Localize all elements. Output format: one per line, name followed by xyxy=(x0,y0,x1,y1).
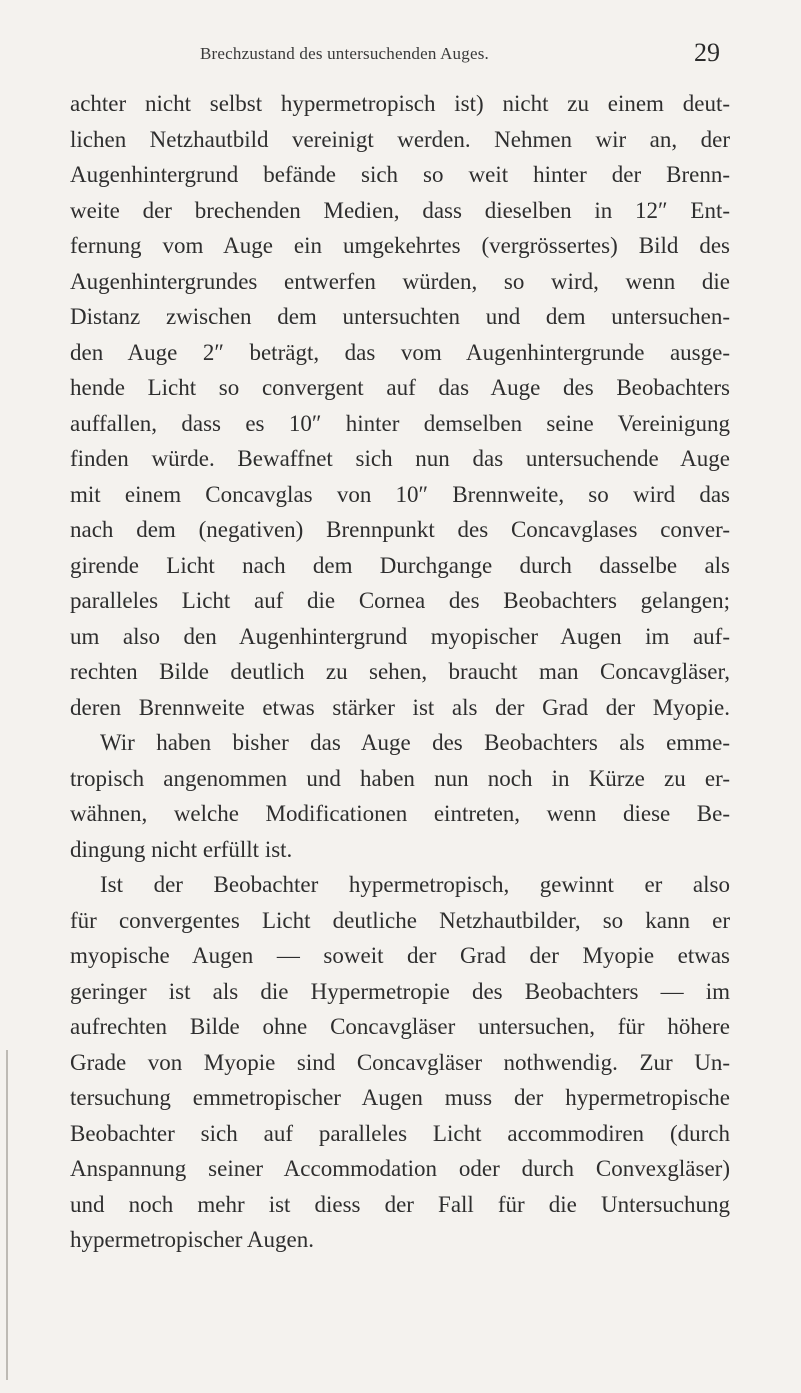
text-line: hypermetropischer Augen. xyxy=(70,1227,314,1252)
text-line: Wir haben bisher das Auge des Beobachters als emme- xyxy=(100,730,730,755)
text-line: dingung nicht erfüllt ist. xyxy=(70,836,293,862)
text-line: Distanz zwischen dem untersuchten und dem untersuchen- xyxy=(70,304,730,329)
text-line: auffallen, dass es 10″ hinter demselben seine Vereinigung xyxy=(70,410,730,436)
text-line: für convergentes Licht deutliche Netzhautbilder, so kann er xyxy=(70,907,730,933)
text-line: fernung vom Auge ein umgekehrtes (vergrössertes) Bild des xyxy=(70,233,730,258)
text-line: Augenhintergrundes entwerfen würden, so wird, wenn die xyxy=(70,268,730,294)
text-line: Beobachter sich auf paralleles Licht accommodiren (durch xyxy=(70,1120,730,1146)
text-line: Grade von Myopie sind Concavgläser nothwendig. Zur Un- xyxy=(70,1049,730,1075)
text-line: den Auge 2″ beträgt, das vom Augenhintergrunde ausge- xyxy=(70,339,730,365)
text-line: Ist der Beobachter hypermetropisch, gewinnt er also xyxy=(100,872,730,897)
text-line: tersuchung emmetropischer Augen muss der hypermetropische xyxy=(70,1085,730,1110)
page-header xyxy=(200,38,720,74)
text-line: girende Licht nach dem Durchgange durch dasselbe als xyxy=(70,552,730,578)
text-line: Anspannung seiner Accommodation oder durch Convexgläser) xyxy=(70,1156,730,1181)
text-line: weite der brechenden Medien, dass dieselben in 12″ Ent- xyxy=(70,197,730,223)
text-line: hende Licht so convergent auf das Auge des Beobachters xyxy=(70,375,730,400)
text-line: mit einem Concavglas von 10″ Brennweite, so wird das xyxy=(70,481,730,507)
text-line: Augenhintergrund befände sich so weit hinter der Brenn- xyxy=(70,162,730,187)
text-line: und noch mehr ist diess der Fall für die Untersuchung xyxy=(70,1191,730,1217)
text-line: geringer ist als die Hypermetropie des Beobachters — im xyxy=(70,978,730,1004)
text-line: tropisch angenommen und haben nun noch in Kürze zu er- xyxy=(70,765,730,791)
text-line: achter nicht selbst hypermetropisch ist) nicht zu einem deut- xyxy=(70,91,730,116)
text-line: myopische Augen — soweit der Grad der Myopie etwas xyxy=(70,943,730,968)
text-line: lichen Netzhautbild vereinigt werden. Nehmen wir an, der xyxy=(70,126,730,152)
body-text xyxy=(70,86,730,1258)
text-line: um also den Augenhintergrund myopischer Augen im auf- xyxy=(70,623,730,649)
text-line: deren Brennweite etwas stärker ist als der Grad der Myopie. xyxy=(70,694,730,720)
text-line: wähnen, welche Modificationen eintreten, wenn diese Be- xyxy=(70,801,730,826)
running-head: Brechzustand des untersuchenden Auges. xyxy=(200,44,489,63)
page-edge-shadow xyxy=(6,1050,8,1380)
text-line: finden würde. Bewaffnet sich nun das untersuchende Auge xyxy=(70,446,730,471)
page-number: 29 xyxy=(694,38,720,67)
text-line: aufrechten Bilde ohne Concavgläser untersuchen, für höhere xyxy=(70,1014,730,1039)
text-line: paralleles Licht auf die Cornea des Beobachters gelangen; xyxy=(70,588,730,613)
text-line: rechten Bilde deutlich zu sehen, braucht man Concavgläser, xyxy=(70,659,730,684)
text-line: nach dem (negativen) Brennpunkt des Concavglases conver- xyxy=(70,517,730,542)
